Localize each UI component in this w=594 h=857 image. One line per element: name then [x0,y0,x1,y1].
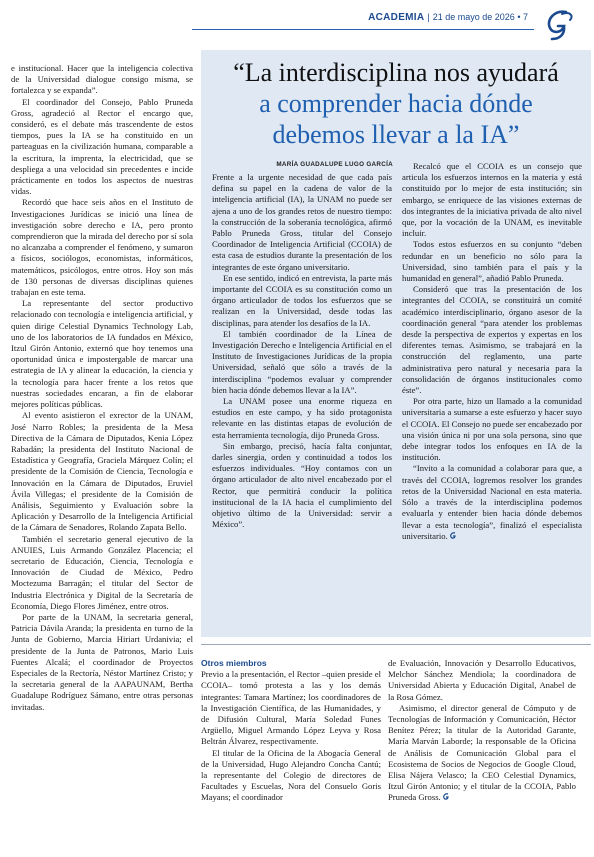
members-column-1 [201,658,381,804]
page-number: 7 [522,12,528,22]
paragraph: La UNAM posee una enorme riqueza en estudios en este campo, y ha sido protagonista relevante en las distintas etapas de evolución de esta herramienta tecnología, dijo Pruneda Gross. [212,396,392,440]
headline [201,57,591,150]
paragraph: Previo a la presentación, el Rector –quien preside el CCOIA– tomó protesta a las y los demás integrantes: Tamara Martínez; los coordinadores de la Investigación Científica, de las Humanidades, y de Difusión Cultural, María Soledad Funes Argüello, Miguel Armando López Leyva y Rosa Beltrán Álvarez, respectivamente. [201,669,381,747]
paragraph: La representante del sector productivo relacionado con tecnología e inteligencia artificial, y quien dirige Celestial Dynamics Technology Lab, uno de los laboratorios de IA fundados en México, Itzul Girón Antonio, externó que hoy tenemos una oportunidad única e impostergable de marcar una estrategia de IA y alinear la educación, la ciencia y la tecnología para hacer frente a los retos que nuestras sociedades encaran, a fin de elaborar mejores políticas públicas. [11,298,193,410]
gaceta-g-logo-icon [540,8,578,42]
byline: MARÍA GUADALUPE LUGO GARCÍA [276,161,393,168]
section-divider [201,644,591,645]
headline-line-2: a comprender hacia dónde [259,89,533,118]
paragraph-text: “Invito a la comunidad a colaborar para que, a través del CCOIA, logremos resolver los grandes retos de la Universidad Nacional en esta materia. Sólo a través de la interdisciplina podemos evaluarla y entender bien hacia dónde debemos llevar a esta tecnología”, finalizó el especialista universitario. [402,463,582,541]
paragraph: El coordinador del Consejo, Pablo Pruneda Gross, agradeció al Rector el encargo que, consideró, es el debate más trascendente de estos tiempos, pues la IA se ha constituido en un parteaguas en la civilización humana, comparable a la escritura, la imprenta, la electricidad, que se despliega a una velocidad sin precedentes e incide prácticamente en todos los aspectos de nuestras vidas. [11,96,193,197]
headline-line-3: debemos llevar a la IA” [272,120,520,149]
paragraph: Recalcó que el CCOIA es un consejo que articula los esfuerzos internos en la materia y está constituido por lo mejor de esta institución; sin embargo, se enriquece de las visiones externas de dos integrantes de la iniciativa privada de alto nivel que, por la vocación de la UNAM, es inevitable incluir. [402,161,582,239]
right-column [402,161,582,542]
paragraph: El titular de la Oficina de la Abogacía General de la Universidad, Hugo Alejandro Concha Cantú; la representante del Colegio de directores de Facultades y Escuelas, Nora del Consuelo Goris Mayans; el coordinador [201,747,381,803]
paragraph: de Evaluación, Innovación y Desarrollo Educativos, Melchor Sánchez Mendiola; la coordinadora de Universidad Abierta y Educación Digital, Anabel de la Rosa Gómez. [388,658,576,702]
page-header [0,0,594,36]
paragraph: Recordó que hace seis años en el Instituto de Investigaciones Jurídicas se inició una línea de investigación sobre derecho e IA, pero pronto comprendieron que la mirada del derecho por sí sola no alcanzaba a comprender el fenómeno, y sumaron a físicos, sociólogos, economistas, informáticos, matemáticos, psicólogos, entre otros. Hoy son más de 130 personas de diversas disciplinas quienes trabajan en este tema. [11,197,193,298]
paragraph: Frente a la urgente necesidad de que cada país defina su papel en la cadena de valor de la inteligencia artificial (IA), la UNAM no puede ser ajena a uno de los grandes retos de nuestro tiempo: la construcción de la soberanía tecnológica, afirmó Pablo Pruneda Gross, titular del Consejo Coordinador de Inteligencia Artificial (CCOIA) de esta casa de estudios durante la presentación de los integrantes de este órgano universitario. [212,172,392,272]
middle-column [212,172,392,531]
paragraph-text: Asimismo, el director general de Cómputo y de Tecnologías de Información y Comunicación, Héctor Benítez Pérez; la titular de la Autoridad Garante, María Marván Laborde; la responsable de la Oficina de Análisis de Comunicación Global para el Ecosistema de Socios de Negocios de Google Cloud, Elisa Nájera Velasco; la CEO Celestial Dynamics, Itzul Girón Antonio; y el titular de la CCOIA, Pablo Pruneda Gross. [388,702,576,803]
paragraph-with-endmark [388,703,576,804]
paragraph: En ese sentido, indicó en entrevista, la parte más importante del CCOIA es su constitución como un órgano articulador de todos los esfuerzos que se realizan en la Universidad, desde todas las disciplinas, para atender los desafíos de la IA. [212,272,392,328]
left-column [11,63,193,713]
end-mark-icon [450,532,457,540]
paragraph: Todos estos esfuerzos en su conjunto “deben redundar en un beneficio no sólo para la Universidad, sino también para el país y la humanidad en general”, añadió Pablo Pruneda. [402,239,582,284]
paragraph: Consideró que tras la presentación de los integrantes del CCOIA, se constituirá un comité académico interdisciplinario, órgano asesor de la coordinación general “para atender los problemas desde la perspectiva de expertos y expertas en los diferentes temas. Asimismo, se trabajará en la construcción del reglamento, una parte administrativa pero natural y necesaria para la consolidación de órganos institucionales como éste”. [402,284,582,396]
end-mark-icon [443,793,450,801]
header-rule [192,29,534,30]
paragraph: e institucional. Hacer que la inteligencia colectiva de la Universidad dialogue consigo misma, se fortalezca y se expanda”. [11,63,193,96]
paragraph: Por otra parte, hizo un llamado a la comunidad universitaria a sumarse a este esfuerzo y hacer suyo el CCOIA. El Consejo no puede ser encabezado por una visión única ni por una sola persona, sino que debe integrar todos los enfoques en IA de la institución. [402,396,582,463]
paragraph: También el secretario general ejecutivo de la ANUIES, Luis Armando González Placencia; el secretario de Educación, Ciencia, Tecnología e Innovación de Ciudad de México, Pedro Moctezuma Barragán; el titular del Sector de Industria Electrónica y Digital de la Secretaría de Economía, Diego Flores Jiménez, entre otros. [11,533,193,611]
paragraph-with-endmark [402,463,582,541]
paragraph: Por parte de la UNAM, la secretaria general, Patricia Dávila Aranda; la presidenta en turno de la Junta de Gobierno, Marcia Hiriart Urdanivia; el presidente de la Junta de Patronos, Mario Luis Fuentes Alcalá; el coordinador de Proyectos Especiales de la Rectoría, Néstor Martínez Cristo; y la secretaria general de la AAPAUNAM, Bertha Guadalupe Rodríguez Sámano, entre otras personas invitadas. [11,611,193,712]
headline-line-1: “La interdisciplina nos ayudará [233,58,559,87]
header-info: ACADEMIA | 21 de mayo de 2026 • 7 [368,12,528,23]
members-column-2 [388,658,576,804]
paragraph: Al evento asistieron el exrector de la UNAM, José Narro Robles; la presidenta de la Mesa Directiva de la Cámara de Diputados, Kenia López Rabadán; la presidenta del Instituto Nacional de Estadística y Geografía, Graciela Márquez Colín; el presidente de la Comisión de Ciencia, Tecnología e Innovación en la Cámara de Diputados, Eruviel Ávila Villegas; el presidente de la Comisión de Análisis, Seguimiento y Evaluación sobre la Aplicación y Desarrollo de la Inteligencia Artificial de la Cámara de Senadores, Rolando Zapata Bello. [11,410,193,533]
issue-date: 21 de mayo de 2026 [432,12,515,22]
paragraph: El también coordinador de la Línea de Investigación Derecho e Inteligencia Artificial en el Instituto de Investigaciones Jurídicas de la propia Universidad, señaló que sólo a través de la interdisciplina “podemos evaluar y comprender bien hacia dónde debemos llevar a la IA”. [212,328,392,395]
section-name: ACADEMIA [368,12,425,23]
subheading: Otros miembros [201,658,267,668]
paragraph: Sin embargo, precisó, hacía falta conjuntar, darles sinergia, orden y continuidad a todos los esfuerzos individuales. “Hoy contamos con un órgano articulador de alto nivel encabezado por el Rector, que permitirá conducir la política institucional de la IA hacia el cumplimiento del objetivo último de la Universidad: servir a México”. [212,440,392,530]
